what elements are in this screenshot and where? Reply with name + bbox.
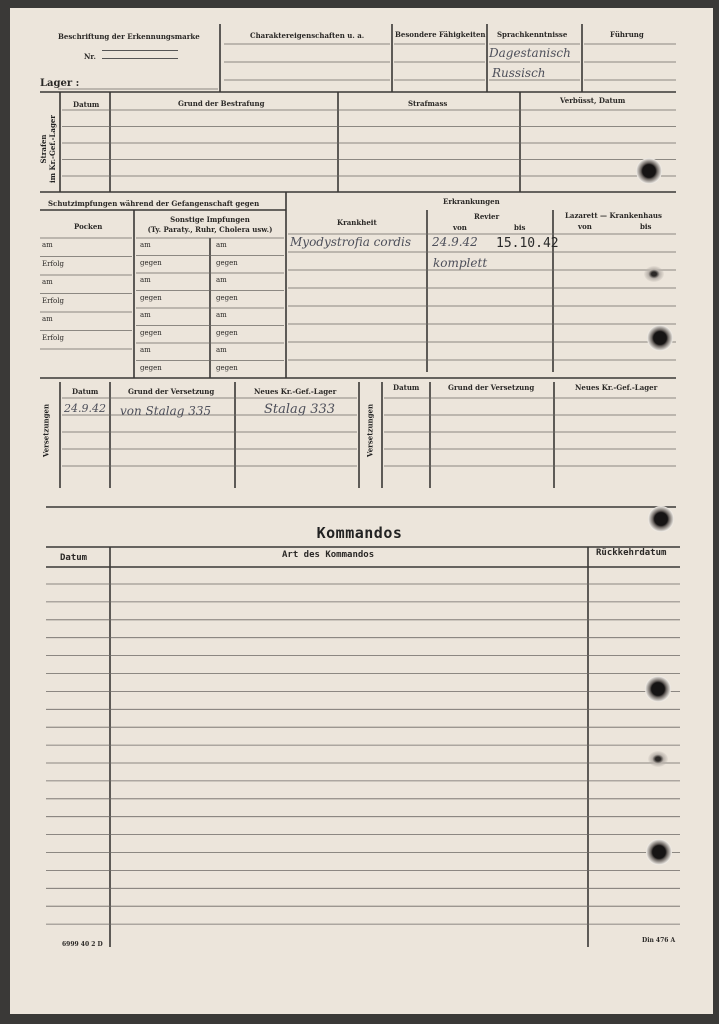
- punch-hole: [647, 325, 673, 351]
- hospital-to: bis: [640, 222, 652, 231]
- other-vacc-row-label: gegen: [140, 363, 162, 372]
- other-vacc-row-label: gegen: [140, 328, 162, 337]
- punishments-side-label-1: Strafen: [39, 134, 48, 164]
- punishments-side-label: [39, 109, 57, 189]
- transfers-col-date-right: Datum: [393, 383, 420, 392]
- other-vacc-row-label: am: [216, 311, 227, 319]
- punishments-col-served: Verbüsst, Datum: [560, 96, 626, 105]
- punch-hole: [646, 839, 672, 865]
- pocken-row-label: Erfolg: [42, 259, 64, 268]
- transfer-reason-entry: von Stalag 335: [120, 404, 212, 418]
- other-vacc-row-label: gegen: [216, 328, 238, 337]
- revier-col: Revier: [474, 212, 500, 221]
- punch-hole: [645, 676, 671, 702]
- transfers-side-label-right: Versetzungen: [365, 403, 375, 458]
- language-entry-1: Dagestanisch: [489, 46, 571, 60]
- other-vacc-row-label: gegen: [140, 258, 162, 267]
- other-vacc-row-label: am: [140, 346, 151, 354]
- revier-from: von: [453, 223, 467, 232]
- vaccinations-heading: Schutzimpfungen während der Gefangenschaft gegen: [48, 199, 260, 208]
- other-vacc-row-label: gegen: [216, 363, 238, 372]
- illness-note-entry: komplett: [433, 256, 488, 270]
- language-entry-2: Russisch: [492, 66, 546, 80]
- transfer-camp-entry: Stalag 333: [264, 402, 336, 417]
- transfers-col-camp-right: Neues Kr.-Gef.-Lager: [575, 383, 658, 392]
- other-vacc-row-label: gegen: [216, 258, 238, 267]
- illness-from-entry: 24.9.42: [432, 235, 478, 249]
- punishments-col-measure: Strafmass: [408, 99, 448, 108]
- pocken-row-label: Erfolg: [42, 296, 64, 305]
- punch-hole: [648, 751, 668, 767]
- transfers-side-label-left: Versetzungen: [41, 403, 51, 458]
- punch-hole: [644, 266, 664, 282]
- revier-to: bis: [514, 223, 526, 232]
- other-vacc-row-label: am: [216, 346, 227, 354]
- other-vacc-row-label: gegen: [140, 293, 162, 302]
- pocken-row-label: am: [42, 278, 53, 286]
- other-vacc-label-2: (Ty. Paraty., Ruhr, Cholera usw.): [147, 225, 273, 234]
- other-vacc-row-label: am: [140, 276, 151, 284]
- pocken-row-label: Erfolg: [42, 333, 64, 342]
- tag-label: Beschriftung der Erkennungsmarke: [58, 32, 200, 41]
- form-number: 6999 40 2 D: [62, 941, 103, 948]
- hospital-from: von: [578, 222, 592, 231]
- languages-label: Sprachkenntnisse: [497, 30, 568, 39]
- illness-to-entry: 15.10.42: [496, 236, 559, 251]
- din-label: Din 476 A: [642, 937, 676, 944]
- conduct-label: Führung: [610, 30, 644, 39]
- other-vacc-row-label: am: [140, 311, 151, 319]
- punch-hole: [636, 158, 662, 184]
- nr-label: Nr.: [84, 52, 96, 61]
- illnesses-heading: Erkrankungen: [443, 197, 500, 206]
- transfers-col-reason-right: Grund der Versetzung: [448, 383, 535, 392]
- lager-label: Lager :: [40, 78, 80, 89]
- transfers-col-date-left: Datum: [72, 387, 99, 396]
- other-vacc-row-label: am: [216, 276, 227, 284]
- punishments-col-date: Datum: [73, 100, 100, 109]
- nr-field: [102, 50, 178, 59]
- transfer-date-entry: 24.9.42: [64, 402, 106, 415]
- character-label: Charaktereigenschaften u. a.: [250, 31, 365, 40]
- other-vacc-label-1: Sonstige Impfungen: [170, 215, 250, 224]
- illness-col: Krankheit: [337, 218, 377, 227]
- pocken-row-label: am: [42, 315, 53, 323]
- smallpox-label: Pocken: [74, 222, 103, 231]
- other-vacc-row-label: gegen: [216, 293, 238, 302]
- punishments-col-reason: Grund der Bestrafung: [178, 99, 265, 108]
- other-vacc-row-label: am: [140, 241, 151, 249]
- kommandos-col-type: Art des Kommandos: [282, 550, 375, 560]
- kommandos-col-date: Datum: [60, 553, 88, 563]
- illness-entry: Myodystrofia cordis: [290, 235, 412, 249]
- transfers-col-reason-left: Grund der Versetzung: [128, 387, 215, 396]
- kommandos-col-return: Rückkehrdatum: [596, 548, 667, 558]
- kommandos-title: Kommandos: [316, 524, 403, 542]
- punishments-side-label-2: im Kr.-Gef.-Lager: [48, 115, 57, 184]
- abilities-label: Besondere Fähigkeiten: [395, 30, 486, 39]
- transfers-col-camp-left: Neues Kr.-Gef.-Lager: [254, 387, 337, 396]
- other-vacc-row-label: am: [216, 241, 227, 249]
- hospital-col: Lazarett — Krankenhaus: [565, 211, 662, 220]
- pocken-row-label: am: [42, 241, 53, 249]
